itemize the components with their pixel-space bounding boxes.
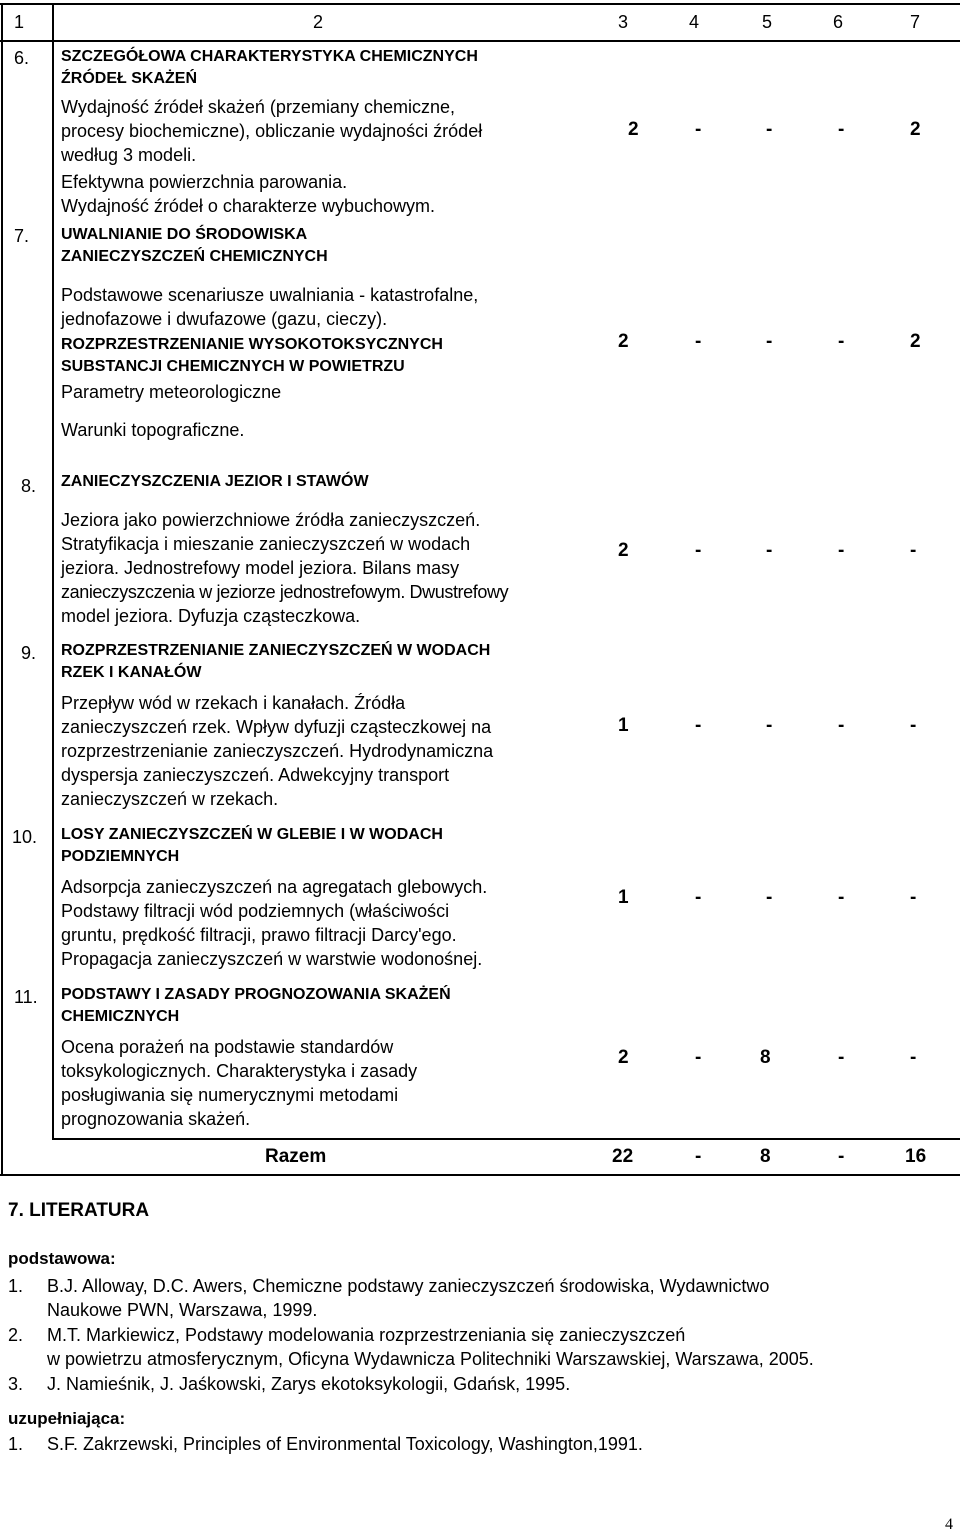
- header-col-1: 1: [14, 12, 25, 32]
- topic-body: procesy biochemiczne), obliczanie wydajności źródeł: [61, 121, 483, 141]
- hours-exercise: -: [695, 540, 702, 561]
- hours-project: -: [838, 119, 845, 140]
- topic-heading: ŹRÓDEŁ SKAŻEŃ: [61, 70, 197, 87]
- hours-lecture: 2: [628, 119, 639, 140]
- hours-exercise: -: [695, 887, 702, 908]
- hours-exercise: -: [695, 715, 702, 736]
- hours-project: -: [838, 331, 845, 352]
- reference-number: 1.: [8, 1434, 24, 1454]
- topic-body: Parametry meteorologiczne: [61, 382, 282, 402]
- table-bottom-border: [0, 1174, 960, 1176]
- column-divider: [52, 3, 54, 1139]
- literature-title: 7. LITERATURA: [8, 1200, 150, 1221]
- topic-body: Ocena porażeń na podstawie standardów: [61, 1037, 394, 1057]
- row-number: 6.: [14, 48, 30, 68]
- header-col-5: 5: [762, 12, 773, 32]
- topic-body: Wydajność źródeł o charakterze wybuchowym.: [61, 196, 435, 216]
- hours-lab: -: [766, 331, 773, 352]
- hours-seminar: 2: [910, 331, 921, 352]
- topic-body: według 3 modeli.: [61, 145, 197, 165]
- reference-number: 1.: [8, 1276, 24, 1296]
- hours-project: -: [838, 715, 845, 736]
- topic-body: gruntu, prędkość filtracji, prawo filtracji Darcy'ego.: [61, 925, 457, 945]
- reference-text: B.J. Alloway, D.C. Awers, Chemiczne podstawy zanieczyszczeń środowiska, Wydawnictwo: [47, 1276, 770, 1296]
- topic-heading: ROZPRZESTRZENIANIE ZANIECZYSZCZEŃ W WODACH: [61, 642, 491, 659]
- header-col-2: 2: [313, 12, 324, 32]
- supplementary-literature-label: uzupełniająca:: [8, 1409, 126, 1428]
- topic-heading: PODSTAWY I ZASADY PROGNOZOWANIA SKAŻEŃ: [61, 986, 451, 1003]
- hours-lecture: 2: [618, 331, 629, 352]
- total-top-border: [52, 1138, 960, 1140]
- topic-body: zanieczyszczenia w jeziorze jednostrefowym. Dwustrefowy: [61, 582, 509, 602]
- topic-body: Przepływ wód w rzekach i kanałach. Źródła: [61, 693, 406, 713]
- topic-heading: ROZPRZESTRZENIANIE WYSOKOTOKSYCZNYCH: [61, 336, 443, 353]
- reference-text: J. Namieśnik, J. Jaśkowski, Zarys ekotoksykologii, Gdańsk, 1995.: [47, 1374, 571, 1394]
- total-lecture: 22: [612, 1146, 634, 1167]
- hours-seminar: -: [910, 540, 917, 561]
- topic-body: Jeziora jako powierzchniowe źródła zanieczyszczeń.: [61, 510, 481, 530]
- hours-lecture: 1: [618, 715, 629, 736]
- topic-body: Podstawowe scenariusze uwalniania - katastrofalne,: [61, 285, 479, 305]
- hours-seminar: -: [910, 887, 917, 908]
- total-label: Razem: [265, 1146, 327, 1167]
- total-lab: 8: [760, 1146, 771, 1167]
- topic-heading: CHEMICZNYCH: [61, 1008, 180, 1025]
- table-top-border: [0, 3, 960, 5]
- topic-body: model jeziora. Dyfuzja cząsteczkowa.: [61, 606, 361, 626]
- hours-seminar: -: [910, 715, 917, 736]
- topic-body: jednofazowe i dwufazowe (gazu, cieczy).: [61, 309, 388, 329]
- hours-exercise: -: [695, 119, 702, 140]
- topic-body: prognozowania skażeń.: [61, 1109, 251, 1129]
- topic-body: Propagacja zanieczyszczeń w warstwie wodonośnej.: [61, 949, 483, 969]
- hours-exercise: -: [695, 1047, 702, 1068]
- topic-heading: ZANIECZYSZCZENIA JEZIOR I STAWÓW: [61, 473, 369, 490]
- header-col-6: 6: [833, 12, 844, 32]
- topic-body: Wydajność źródeł skażeń (przemiany chemiczne,: [61, 97, 455, 117]
- total-project: -: [838, 1146, 845, 1167]
- topic-body: toksykologicznych. Charakterystyka i zasady: [61, 1061, 418, 1081]
- topic-body: Podstawy filtracji wód podziemnych (właściwości: [61, 901, 450, 921]
- hours-seminar: 2: [910, 119, 921, 140]
- hours-lab: 8: [760, 1047, 771, 1068]
- hours-lecture: 2: [618, 540, 629, 561]
- hours-project: -: [838, 1047, 845, 1068]
- hours-lecture: 1: [618, 887, 629, 908]
- row-number: 9.: [21, 643, 37, 663]
- hours-lab: -: [766, 887, 773, 908]
- total-seminar: 16: [905, 1146, 927, 1167]
- topic-heading: PODZIEMNYCH: [61, 848, 180, 865]
- topic-body: Stratyfikacja i mieszanie zanieczyszczeń w wodach: [61, 534, 471, 554]
- total-exercise: -: [695, 1146, 702, 1167]
- topic-body: Warunki topograficzne.: [61, 420, 245, 440]
- reference-number: 2.: [8, 1325, 24, 1345]
- row-number: 7.: [14, 226, 30, 246]
- hours-lab: -: [766, 119, 773, 140]
- topic-heading: RZEK I KANAŁÓW: [61, 664, 202, 681]
- topic-heading: ZANIECZYSZCZEŃ CHEMICZNYCH: [61, 248, 328, 265]
- topic-heading: SUBSTANCJI CHEMICZNYCH W POWIETRZU: [61, 358, 405, 375]
- hours-lecture: 2: [618, 1047, 629, 1068]
- table-left-border: [1, 3, 3, 1175]
- reference-text: M.T. Markiewicz, Podstawy modelowania rozprzestrzeniania się zanieczyszczeń: [47, 1325, 686, 1345]
- header-bottom-border: [0, 40, 960, 42]
- reference-number: 3.: [8, 1374, 24, 1394]
- row-number: 10.: [12, 827, 38, 847]
- topic-body: posługiwania się numerycznymi metodami: [61, 1085, 399, 1105]
- hours-project: -: [838, 887, 845, 908]
- topic-body: Adsorpcja zanieczyszczeń na agregatach glebowych.: [61, 877, 488, 897]
- topic-body: jeziora. Jednostrefowy model jeziora. Bilans masy: [61, 558, 460, 578]
- topic-body: dyspersja zanieczyszczeń. Adwekcyjny transport: [61, 765, 450, 785]
- header-col-4: 4: [689, 12, 700, 32]
- reference-text: S.F. Zakrzewski, Principles of Environmental Toxicology, Washington,1991.: [47, 1434, 643, 1454]
- topic-body: rozprzestrzenianie zanieczyszczeń. Hydrodynamiczna: [61, 741, 494, 761]
- hours-lab: -: [766, 715, 773, 736]
- topic-body: zanieczyszczeń rzek. Wpływ dyfuzji cząsteczkowej na: [61, 717, 492, 737]
- basic-literature-label: podstawowa:: [8, 1249, 116, 1268]
- header-col-7: 7: [910, 12, 921, 32]
- hours-lab: -: [766, 540, 773, 561]
- hours-project: -: [838, 540, 845, 561]
- row-number: 11.: [14, 987, 38, 1007]
- reference-text: Naukowe PWN, Warszawa, 1999.: [47, 1300, 318, 1320]
- topic-heading: SZCZEGÓŁOWA CHARAKTERYSTYKA CHEMICZNYCH: [61, 48, 478, 65]
- topic-body: Efektywna powierzchnia parowania.: [61, 172, 348, 192]
- topic-body: zanieczyszczeń w rzekach.: [61, 789, 279, 809]
- reference-text: w powietrzu atmosferycznym, Oficyna Wydawnicza Politechniki Warszawskiej, Warszawa, 2005.: [47, 1349, 814, 1369]
- topic-heading: UWALNIANIE DO ŚRODOWISKA: [61, 226, 308, 243]
- hours-exercise: -: [695, 331, 702, 352]
- hours-seminar: -: [910, 1047, 917, 1068]
- page-number: 4: [945, 1516, 953, 1533]
- row-number: 8.: [21, 476, 37, 496]
- topic-heading: LOSY ZANIECZYSZCZEŃ W GLEBIE I W WODACH: [61, 826, 443, 843]
- header-col-3: 3: [618, 12, 629, 32]
